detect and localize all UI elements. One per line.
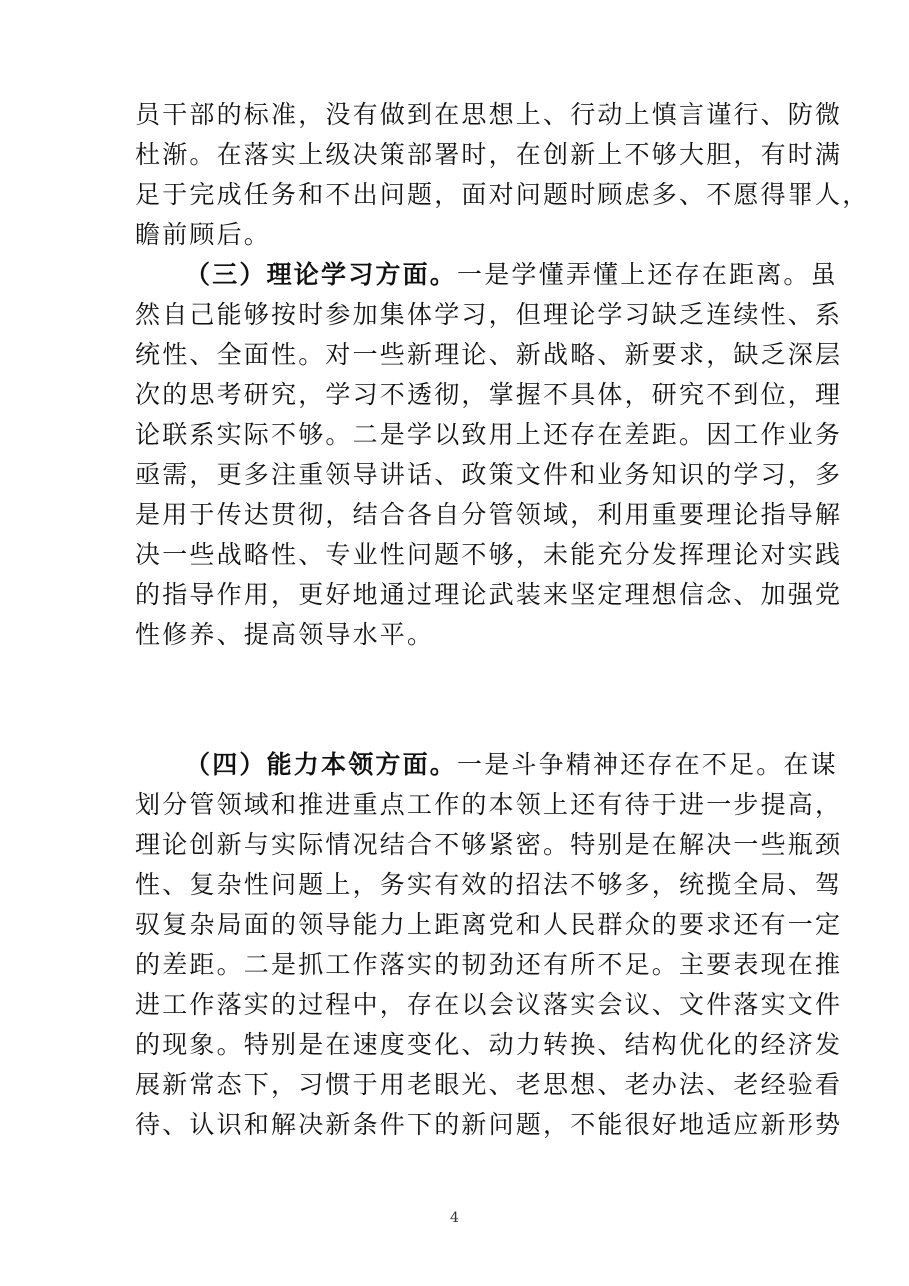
- text-line: 然自己能够按时参加集体学习，但理论学习缺乏连续性、系: [135, 300, 843, 329]
- text-line: 性、复杂性问题上，务实有效的招法不够多，统揽全局、驾: [135, 870, 843, 899]
- page-number: 4: [450, 1210, 459, 1226]
- text-line: 进工作落实的过程中，存在以会议落实会议、文件落实文件: [135, 990, 843, 1019]
- paragraph-ability: [135, 745, 843, 1145]
- text-run: 一是学懂弄懂上还存在距离。虽: [457, 260, 838, 289]
- text-line: 瞻前顾后。: [135, 220, 272, 249]
- text-line: 的指导作用，更好地通过理论武装来坚定理想信念、加强党: [135, 580, 843, 609]
- text-line: 统性、全面性。对一些新理论、新战略、新要求，缺乏深层: [135, 340, 843, 369]
- text-line-first: [135, 255, 838, 295]
- text-line: 是用于传达贯彻，结合各自分管领域，利用重要理论指导解: [135, 500, 843, 529]
- text-line: 次的思考研究，学习不透彻，掌握不具体，研究不到位，理: [135, 380, 843, 409]
- text-run: 一是斗争精神还存在不足。在谋: [457, 750, 838, 779]
- text-line: 划分管领域和推进重点工作的本领上还有待于进一步提高，: [135, 790, 843, 819]
- text-line: 论联系实际不够。二是学以致用上还存在差距。因工作业务: [135, 420, 843, 449]
- text-line: 驭复杂局面的领导能力上距离党和人民群众的要求还有一定: [135, 910, 843, 939]
- text-line: 决一些战略性、专业性问题不够，未能充分发挥理论对实践: [135, 540, 843, 569]
- text-line: 员干部的标准，没有做到在思想上、行动上慎言谨行、防微: [135, 100, 843, 129]
- section-heading: （四）能力本领方面。: [185, 750, 458, 779]
- text-line: 展新常态下，习惯于用老眼光、老思想、老办法、老经验看: [135, 1070, 843, 1099]
- text-line: 足于完成任务和不出问题，面对问题时顾虑多、不愿得罪人，: [135, 180, 870, 209]
- text-line: 待、认识和解决新条件下的新问题，不能很好地适应新形势: [135, 1110, 843, 1139]
- text-line-first: [135, 745, 838, 785]
- text-line: 杜渐。在落实上级决策部署时，在创新上不够大胆，有时满: [135, 140, 843, 169]
- text-line: 的差距。二是抓工作落实的韧劲还有所不足。主要表现在推: [135, 950, 843, 979]
- paragraph-theory-study: [135, 255, 843, 655]
- text-line: 性修养、提高领导水平。: [135, 620, 435, 649]
- paragraph-continuation: [135, 95, 870, 255]
- text-line: 亟需，更多注重领导讲话、政策文件和业务知识的学习，多: [135, 460, 843, 489]
- section-heading: （三）理论学习方面。: [185, 260, 458, 289]
- text-line: 的现象。特别是在速度变化、动力转换、结构优化的经济发: [135, 1030, 843, 1059]
- text-line: 理论创新与实际情况结合不够紧密。特别是在解决一些瓶颈: [135, 830, 843, 859]
